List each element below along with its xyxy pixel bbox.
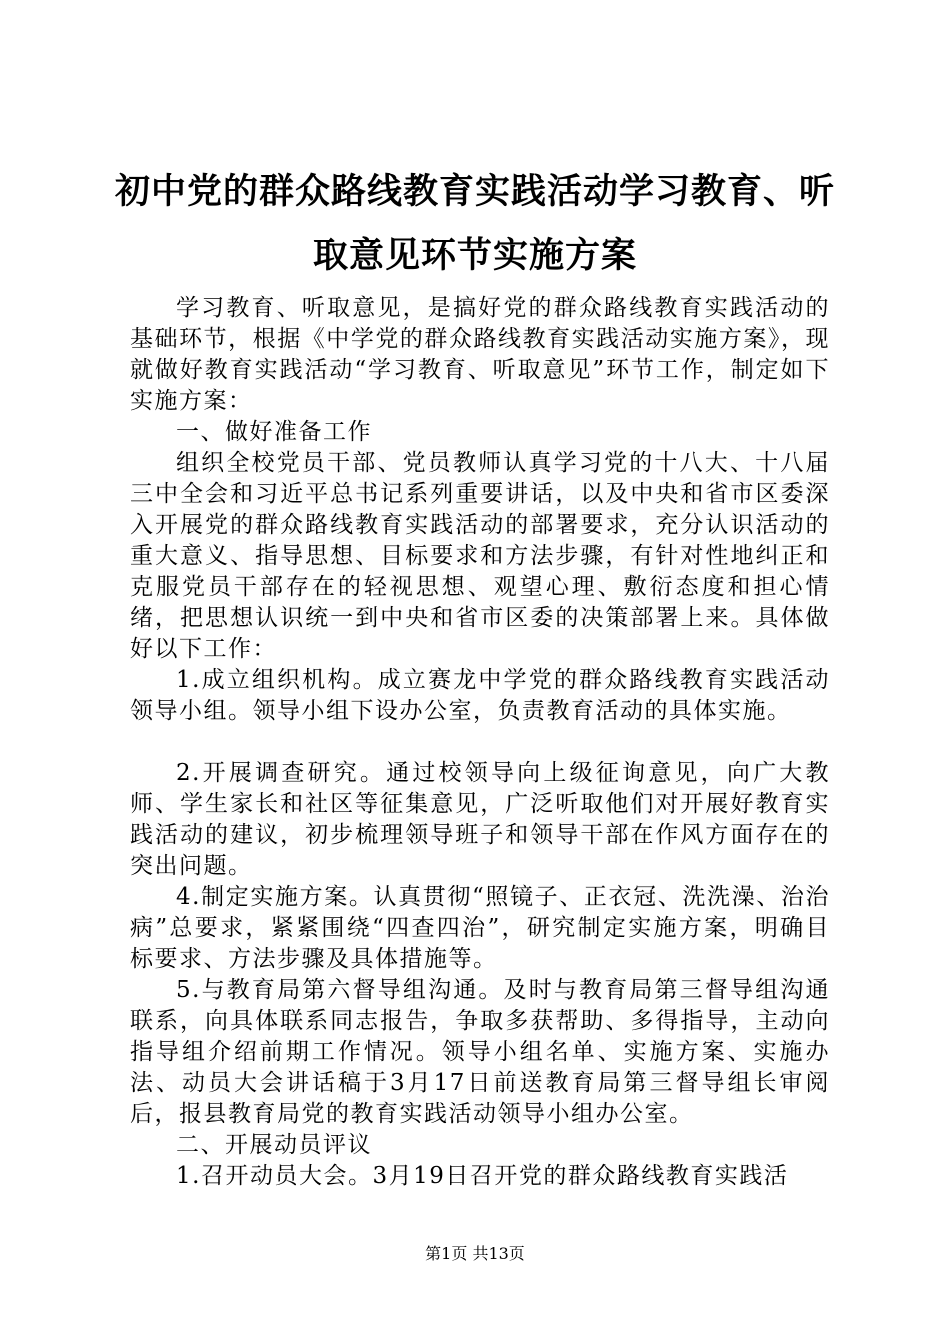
paragraph-mobilization-1: 1.召开动员大会。3月19日召开党的群众路线教育实践活 (176, 1163, 789, 1189)
document-body (130, 293, 830, 1192)
paragraph-intro: 学习教育、听取意见，是搞好党的群众路线教育实践活动的基础环节，根据《中学党的群众路线教育实践活动实施方案》，现就做好教育实践活动“学习教育、听取意见”环节工作，制定如下实施方案： (130, 295, 830, 414)
paragraph-preparation: 组织全校党员干部、党员教师认真学习党的十八大、十八届三中全会和习近平总书记系列重要讲话，以及中央和省市区委深入开展党的群众路线教育实践活动的部署要求，充分认识活动的重大意义、指导思想、目标要求和方法步骤，有针对性地纠正和克服党员干部存在的轻视思想、观望心理、敷衍态度和担心情绪，把思想认识统一到中央和省市区委的决策部署上来。具体做好以下工作： (130, 450, 830, 662)
section-heading-1: 一、做好准备工作 (176, 419, 372, 445)
document-title: 初中党的群众路线教育实践活动学习教育、听取意见环节实施方案 (114, 171, 835, 276)
page-number: 第1页 共13页 (425, 1244, 525, 1263)
section-heading-2: 二、开展动员评议 (176, 1132, 372, 1158)
paragraph-item-1: 1.成立组织机构。成立赛龙中学党的群众路线教育实践活动领导小组。领导小组下设办公室，负责教育活动的具体实施。 (130, 667, 830, 724)
paragraph-item-4: 4.制定实施方案。认真贯彻“照镜子、正衣冠、洗洗澡、治治病”总要求，紧紧围绕“四查四治”，研究制定实施方案，明确目标要求、方法步骤及具体措施等。 (130, 884, 830, 972)
paragraph-item-2: 2.开展调查研究。通过校领导向上级征询意见，向广大教师、学生家长和社区等征集意见，广泛听取他们对开展好教育实践活动的建议，初步梳理领导班子和领导干部在作风方面存在的突出问题。 (130, 760, 830, 879)
paragraph-item-5: 5.与教育局第六督导组沟通。及时与教育局第三督导组沟通联系，向具体联系同志报告，争取多获帮助、多得指导，主动向指导组介绍前期工作情况。领导小组名单、实施方案、实施办法、动员大会讲话稿于3月17日前送教育局第三督导组长审阅后，报县教育局党的教育实践活动领导小组办公室。 (130, 977, 830, 1127)
